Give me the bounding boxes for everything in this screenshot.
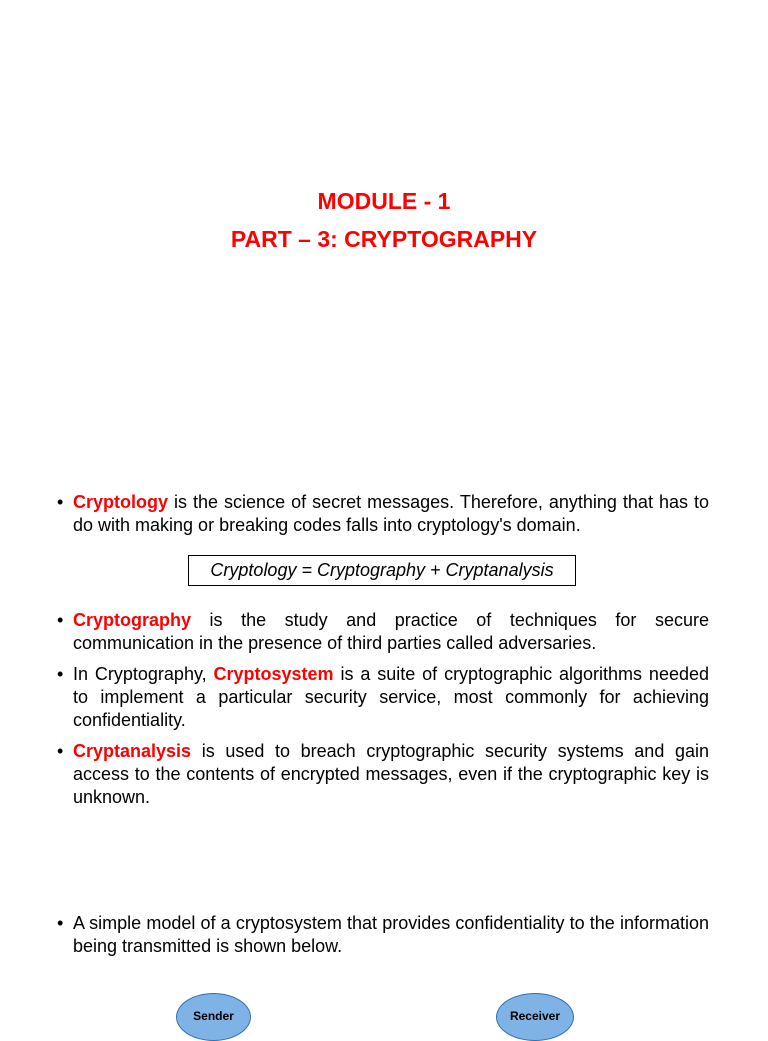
cryptosystem-term: Cryptosystem — [213, 664, 334, 684]
model-intro-text: A simple model of a cryptosystem that provides confidentiality to the information being transmitted is shown below. — [73, 913, 709, 956]
cryptosystem-description: is a suite of cryptographic algorithms needed to implement a particular security service, most commonly for achieving confidentiality. — [73, 664, 709, 730]
cryptosystem-bullet — [56, 663, 709, 732]
cryptography-description: is the study and practice of techniques for secure communication in the presence of third parties called adversaries. — [73, 610, 709, 653]
cryptosystem-lead: In Cryptography, — [73, 664, 214, 684]
cryptanalysis-description: is used to breach cryptographic security systems and gain access to the contents of encrypted messages, even if the cryptographic key is unknown. — [73, 741, 709, 807]
cryptology-description: is the science of secret messages. Therefore, anything that has to do with making or breaking codes falls into cryptology's domain. — [73, 492, 709, 535]
cryptology-bullet — [56, 491, 709, 537]
cryptology-definition-list — [56, 491, 709, 537]
part-title: PART – 3: CRYPTOGRAPHY — [230, 226, 538, 252]
model-intro-list — [56, 912, 709, 958]
definitions-list — [56, 609, 709, 809]
cryptography-bullet — [56, 609, 709, 655]
module-title: MODULE - 1 — [317, 188, 451, 214]
cryptology-formula-box: Cryptology = Cryptography + Cryptanalysis — [188, 555, 576, 586]
cryptanalysis-term: Cryptanalysis — [73, 741, 192, 761]
sender-node: Sender — [176, 993, 251, 1041]
model-intro-bullet — [56, 912, 709, 958]
cryptography-term: Cryptography — [73, 610, 192, 630]
cryptanalysis-bullet — [56, 740, 709, 809]
receiver-node: Receiver — [496, 993, 574, 1041]
cryptology-term: Cryptology — [73, 492, 169, 512]
